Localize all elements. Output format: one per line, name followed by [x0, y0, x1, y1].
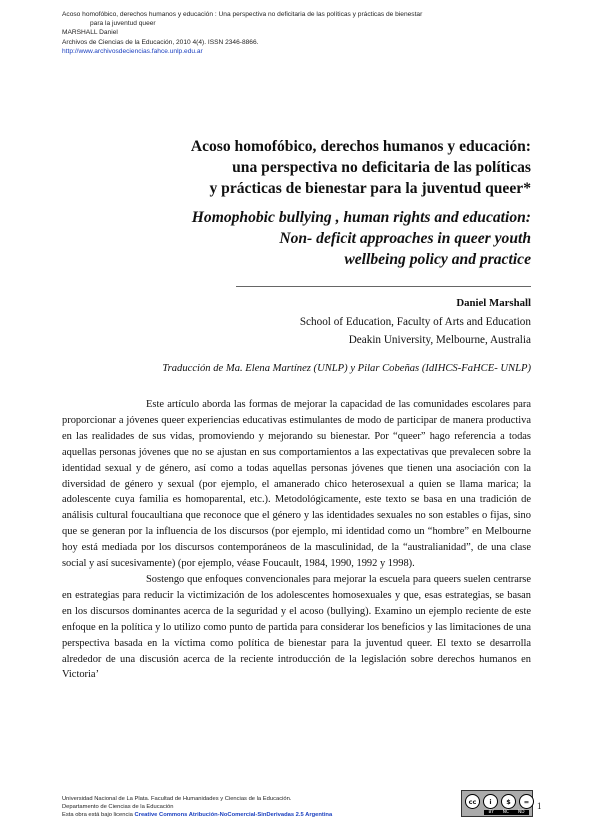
- title-es-line: una perspectiva no deficitaria de las políticas: [232, 159, 531, 176]
- cc-tag: ND: [517, 809, 525, 815]
- journal-link[interactable]: http://www.archivosdeciencias.fahce.unlp.edu.ar: [62, 47, 203, 55]
- title-en-line: Non- deficit approaches in queer youth: [279, 230, 531, 247]
- title-en-line: wellbeing policy and practice: [344, 251, 531, 268]
- article-body: [62, 397, 531, 683]
- author-block: [151, 294, 531, 350]
- license-link[interactable]: Creative Commons Atribución-NoComercial-SinDerivadas 2.5 Argentina: [134, 812, 333, 819]
- footer-license-line: [62, 811, 462, 819]
- body-paragraph: Sostengo que enfoques convencionales para mejorar la escuela para queers suelen centrarse en estrategias para reducir la victimización de los adolescentes homosexuales y que, esas estrategias, se basan en los discursos dominantes acerca de la seguridad y el acoso (bullying). Examino un ejemplo reciente de este enfoque en la política y lo utilizo como punto de partida para considerar los beneficios y las limitaciones de una perspectiva basada en la víctima como política de bienestar para la juventud queer. El texto se desarrolla alrededor de una discusión acerca de la reciente introducción de la legislación sobre derechos humanos en Victoria’: [62, 573, 531, 681]
- author-name: Daniel Marshall: [456, 297, 531, 309]
- header-author: MARSHALL Daniel: [62, 29, 118, 37]
- page-footer: [62, 795, 462, 820]
- header-article-title: Acoso homofóbico, derechos humanos y educación : Una perspectiva no deficitaria de las políticas y prácticas de bienestar: [62, 11, 423, 18]
- footer-university: Universidad Nacional de La Plata. Facultad de Humanidades y Ciencias de la Educación.: [62, 796, 292, 802]
- license-prefix: Esta obra está bajo licencia: [62, 812, 135, 819]
- attribution-icon: i: [483, 794, 498, 809]
- noncommercial-icon: $: [501, 794, 516, 809]
- title-en-line: Homophobic bullying , human rights and education:: [191, 209, 531, 226]
- noderivatives-icon: =: [519, 794, 534, 809]
- cc-tag: NC: [502, 809, 510, 815]
- title-spanish: [91, 136, 531, 199]
- author-affiliation: School of Education, Faculty of Arts and Education: [299, 315, 531, 328]
- title-english: [91, 207, 531, 270]
- header-article-title-cont: para la juventud queer: [90, 20, 156, 28]
- title-divider: [236, 286, 531, 287]
- author-affiliation: Deakin University, Melbourne, Australia: [348, 334, 531, 346]
- page-number: 1: [537, 801, 542, 811]
- cc-icon: cc: [465, 794, 480, 809]
- footer-department: Departamento de Ciencias de la Educación: [62, 804, 174, 811]
- header-journal: Archivos de Ciencias de la Educación, 2010 4(4). ISSN 2346-8866.: [62, 38, 259, 46]
- title-es-line: y prácticas de bienestar para la juventud queer*: [209, 180, 531, 197]
- running-header: [62, 10, 542, 56]
- body-paragraph: Este artículo aborda las formas de mejorar la capacidad de las comunidades escolares para proporcionar a jóvenes queer experiencias educativas estimulantes de modo de participar de manera productiva en las realidades de sus vidas, promoviendo y mejorando su bienestar. Por “queer” hago referencia a todas aquellas personas jóvenes que no se ajustan en sus comportamientos a las expectativas que prevalecen sobre la identidad sexual y de género, así como a todas aquellas personas jóvenes que tienen una asociación con la diversidad de género y sexual (por ejemplo, el amanerado chico heterosexual a quien se llama marica; la adolescente cuya familia es homoparental, etc.). Metodológicamente, este texto se basa en una tradición de análisis cultural foucaultiana que reconoce que el género y las identidades sexuales no son estables o fijas, sino que se generan por la influencia de los discursos (por ejemplo, mi identidad como un “hombre” en Melbourne hoy está mediada por los discursos contemporáneos de la masculinidad, de la “australianidad”, de una clase social y así sucesivamente) (por ejemplo, véase Foucault, 1984, 1990, 1992 y 1998).: [62, 399, 531, 570]
- cc-tag: BY: [488, 809, 494, 815]
- title-block: [91, 136, 531, 270]
- translation-credit: Traducción de Ma. Elena Martínez (UNLP) y Pilar Cobeñas (IdIHCS-FaHCE- UNLP): [162, 363, 531, 374]
- title-es-line: Acoso homofóbico, derechos humanos y educación:: [190, 138, 531, 155]
- creative-commons-badge[interactable]: [461, 790, 533, 817]
- cc-tags: [484, 810, 529, 816]
